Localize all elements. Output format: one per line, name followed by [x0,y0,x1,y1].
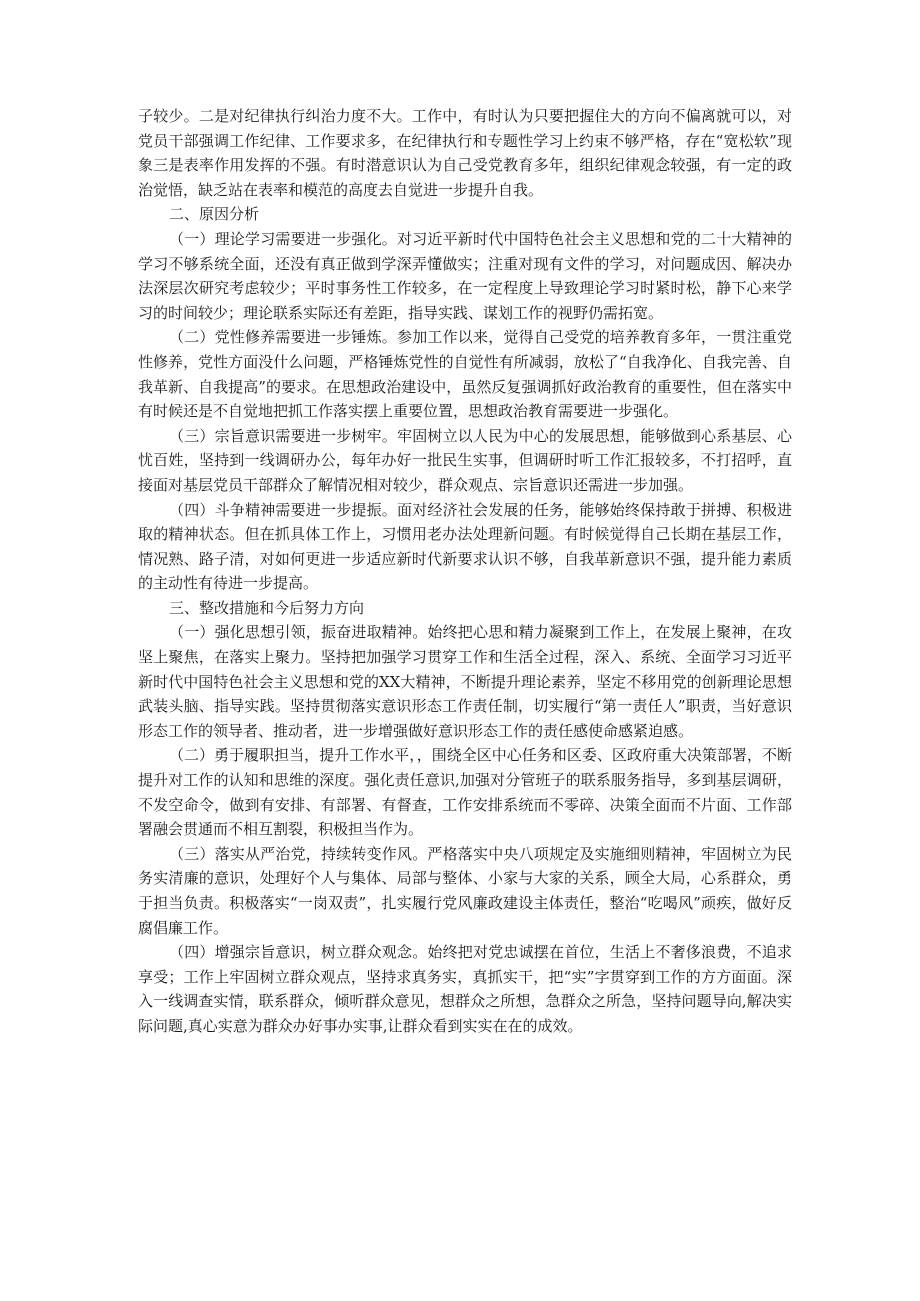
measure-item-ideological-guidance: （一）强化思想引领，振奋进取精神。始终把心思和精力凝聚到工作上，在发展上聚神，在攻坚上聚焦，在落实上聚力。坚持把加强学习贯穿工作和生活全过程，深入、系统、全面学习习近平新时代中国特色社会主义思想和党的XX大精神，不断提升理论素养，坚定不移用党的创新理论思想武装头脑、指导实践。坚持贯彻落实意识形态工作责任制，切实履行“第一责任人”职责，当好意识形态工作的领导者、推动者，进一步增强做好意识形态工作的责任感使命感紧迫感。 [138,623,792,740]
measure-item-duty-performance: （二）勇于履职担当，提升工作水平，，围绕全区中心任务和区委、区政府重大决策部署，不断提升对工作的认知和思维的深度。强化责任意识,加强对分管班子的联系服务指导，多到基层调研，不发空命令，做到有安排、有部署、有督查，工作安排系统而不零碎、决策全面而不片面、工作部署融会贯通而不相互割裂，积极担当作为。 [138,746,792,839]
cause-item-theory-study: （一）理论学习需要进一步强化。对习近平新时代中国特色社会主义思想和党的二十大精神的学习不够系统全面，还没有真正做到学深弄懂做实；注重对现有文件的学习，对问题成因、解决办法深层次研究考虑较少；平时事务性工作较多，在一定程度上导致理论学习时紧时松，静下心来学习的时间较少；理论联系实际还有差距，指导实践、谋划工作的视野仍需拓宽。 [138,229,792,322]
section-heading-cause-analysis: 二、原因分析 [169,205,260,224]
measure-item-mass-perspective: （四）增强宗旨意识，树立群众观念。始终把对党忠诚摆在首位，生活上不奢侈浪费，不追求享受；工作上牢固树立群众观点，坚持求真务实，真抓实干，把“实”字贯穿到工作的方方面面。深入一线调查实情，联系群众，倾听群众意见，想群众之所想，急群众之所急，坚持问题导向,解决实际问题,真心实意为群众办好事办实事,让群众看到实实在在的成效。 [138,943,792,1035]
section-heading-rectification: 三、整改措施和今后努力方向 [169,598,365,617]
intro-paragraph: 子较少。二是对纪律执行纠治力度不大。工作中，有时认为只要把握住大的方向不偏离就可以，对党员干部强调工作纪律、工作要求多，在纪律执行和专题性学习上约束不够严格，存在“宽松软”现象三是表率作用发挥的不强。有时潜意识认为自己受党教育多年，组织纪律观念较强，有一定的政治觉悟，缺乏站在表率和模范的高度去自觉进一步提升自我。 [138,107,792,199]
cause-item-party-spirit: （二）党性修养需要进一步锤炼。参加工作以来，觉得自己受党的培养教育多年，一贯注重党性修养，党性方面没什么问题，严格锤炼党性的自觉性有所减弱，放松了“自我净化、自我完善、自我革新、自我提高”的要求。在思想政治建设中，虽然反复强调抓好政治教育的重要性，但在落实中有时候还是不自觉地把抓工作落实摆上重要位置，思想政治教育需要进一步强化。 [138,328,792,421]
cause-item-purpose-awareness: （三）宗旨意识需要进一步树牢。牢固树立以人民为中心的发展思想，能够做到心系基层、心忧百姓，坚持到一线调研办公，每年办好一批民生实事，但调研时听工作汇报较多，不打招呼，直接面对基层党员干部群众了解情况相对较少，群众观点、宗旨意识还需进一步加强。 [138,426,792,494]
measure-item-strict-governance: （三）落实从严治党，持续转变作风。严格落实中央八项规定及实施细则精神，牢固树立为民务实清廉的意识，处理好个人与集体、局部与整体、小家与大家的关系，顾全大局，心系群众，勇于担当负责。积极落实“一岗双责”，扎实履行党风廉政建设主体责任，整治“吃喝风”顽疾，做好反腐倡廉工作。 [138,844,792,937]
document-body [138,104,792,1039]
cause-item-fighting-spirit: （四）斗争精神需要进一步提振。面对经济社会发展的任务，能够始终保持敢于拼搏、积极进取的精神状态。但在抓具体工作上，习惯用老办法处理新问题。有时候觉得自己长期在基层工作，情况熟、路子清，对如何更进一步适应新时代新要求认识不够，自我革新意识不强，提升能力素质的主动性有待进一步提高。 [138,500,792,593]
